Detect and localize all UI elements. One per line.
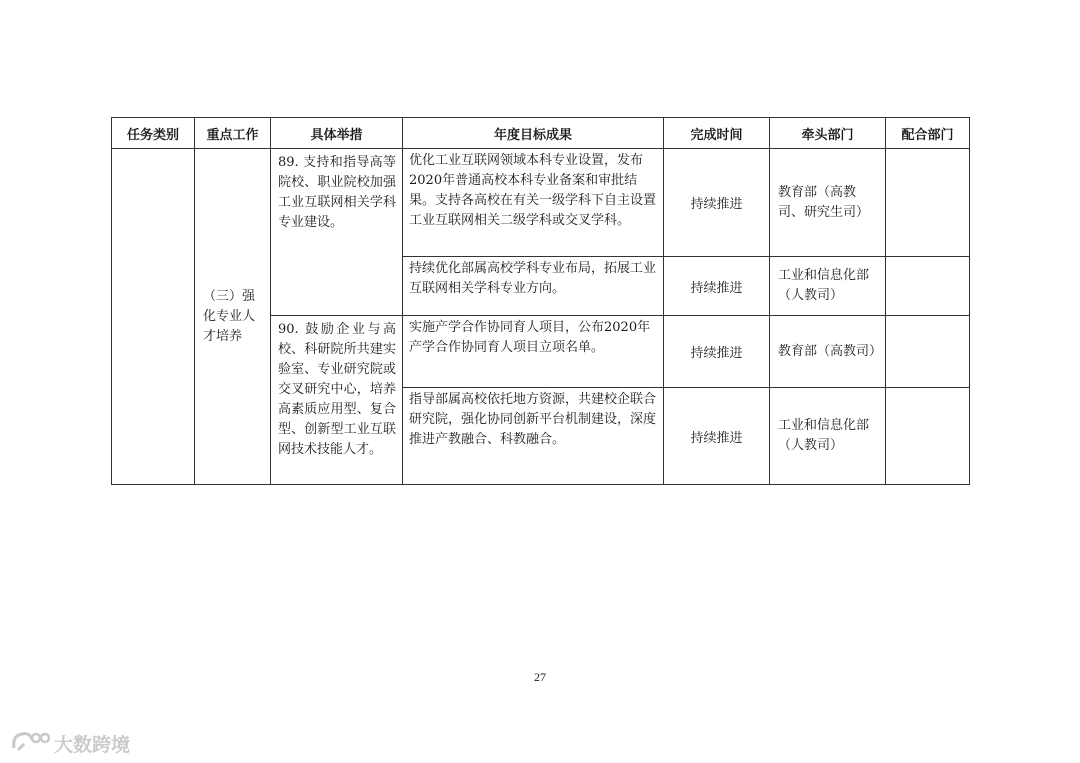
table-header-row [112, 118, 970, 149]
assist-dept-cell [886, 388, 970, 485]
header-lead-department: 牵头部门 [770, 118, 886, 149]
measure-text-90: 90. 鼓励企业与高校、科研院所共建实验室、专业研究院或交叉研究中心，培养高素质应用型、复合型、创新型工业互联网技术技能人才。 [278, 322, 396, 457]
header-key-work: 重点工作 [195, 118, 271, 149]
time-cell: 持续推进 [664, 316, 770, 388]
header-annual-targets: 年度目标成果 [403, 118, 664, 149]
assist-dept-cell [886, 257, 970, 316]
header-task-category: 任务类别 [112, 118, 195, 149]
lead-dept-cell: 工业和信息化部（人教司） [770, 257, 886, 316]
header-assist-department: 配合部门 [886, 118, 970, 149]
task-table [111, 117, 970, 485]
lead-dept-cell: 教育部（高教司、研究生司） [770, 149, 886, 257]
time-cell: 持续推进 [664, 388, 770, 485]
time-cell: 持续推进 [664, 149, 770, 257]
target-cell: 优化工业互联网领域本科专业设置，发布2020年普通高校本科专业备案和审批结果。支持各高校在有关一级学科下自主设置工业互联网相关二级学科或交叉学科。 [403, 149, 664, 257]
assist-dept-cell [886, 149, 970, 257]
measure-text-89: 89. 支持和指导高等院校、职业院校加强工业互联网相关学科专业建设。 [278, 155, 396, 230]
assist-dept-cell [886, 316, 970, 388]
target-cell: 指导部属高校依托地方资源，共建校企联合研究院，强化协同创新平台机制建设，深度推进产教融合、科教融合。 [403, 388, 664, 485]
header-specific-measures: 具体举措 [271, 118, 403, 149]
measure-cell-89 [271, 149, 403, 316]
lead-dept-cell: 教育部（高教司） [770, 316, 886, 388]
measure-cell-90 [271, 316, 403, 485]
table-row [112, 149, 970, 257]
lead-dept-cell: 工业和信息化部（人教司） [770, 388, 886, 485]
brand-logo-icon [10, 728, 50, 759]
page-number: 27 [534, 670, 546, 684]
task-category-cell [112, 149, 195, 485]
header-completion-time: 完成时间 [664, 118, 770, 149]
target-cell: 实施产学合作协同育人项目，公布2020年产学合作协同育人项目立项名单。 [403, 316, 664, 388]
target-cell: 持续优化部属高校学科专业布局，拓展工业互联网相关学科专业方向。 [403, 257, 664, 316]
time-cell: 持续推进 [664, 257, 770, 316]
key-work-text: （三）强化专业人才培养 [203, 288, 256, 344]
watermark [10, 728, 130, 759]
watermark-text: 大数跨境 [54, 734, 131, 756]
key-work-cell [195, 149, 271, 485]
